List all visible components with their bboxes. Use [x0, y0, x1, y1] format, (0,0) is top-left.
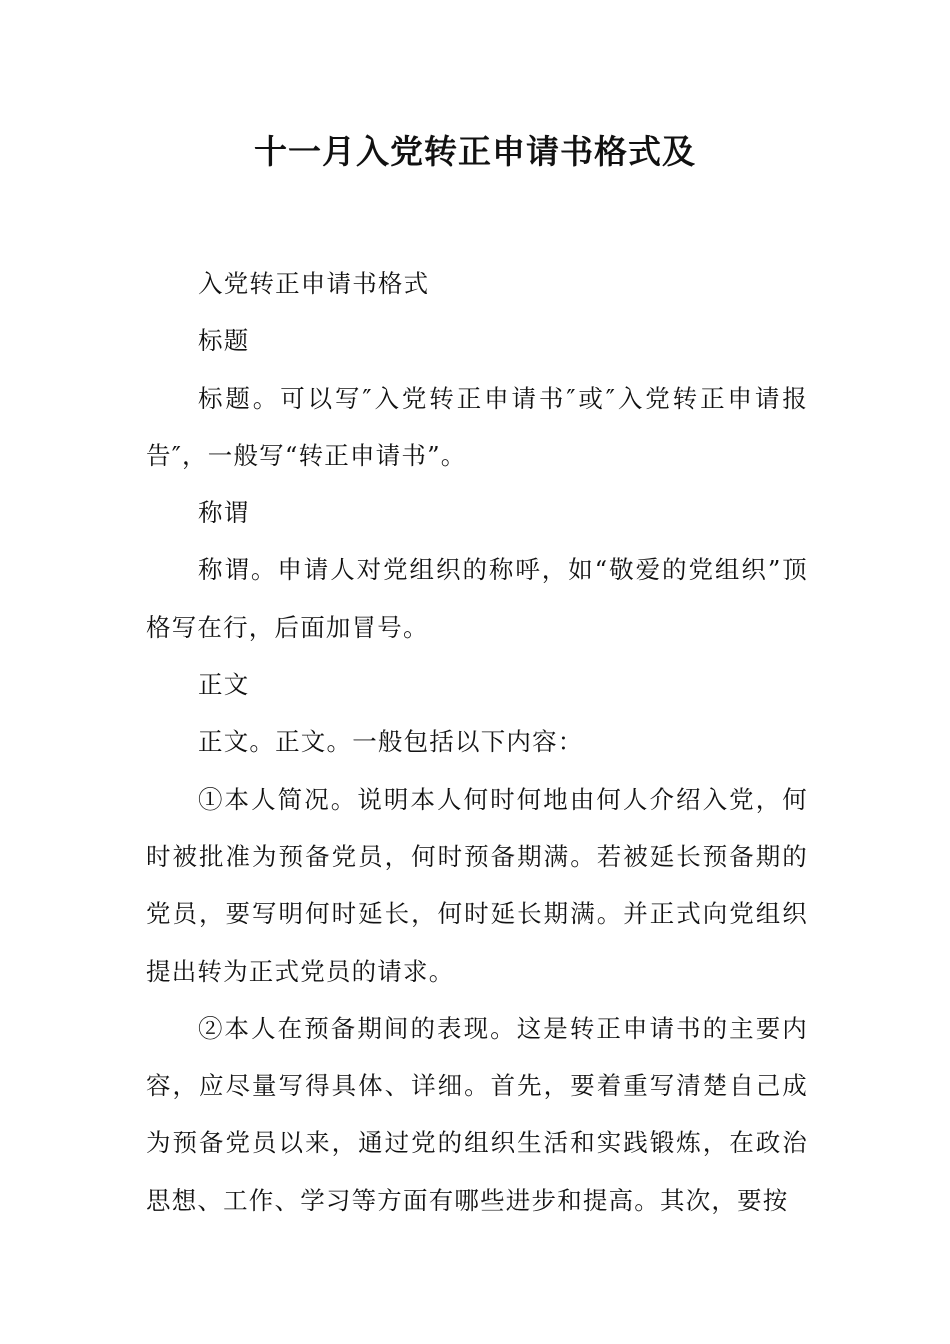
section-heading-format: 入党转正申请书格式	[198, 269, 430, 298]
section-heading-body: 正文	[198, 670, 250, 700]
document-title: 十一月入党转正申请书格式及	[254, 132, 696, 171]
section-heading-title: 标题	[198, 326, 250, 356]
paragraph-salutation-description: 称谓。申请人对党组织的称呼，如“敬爱的党组织”顶格写在行，后面加冒号。	[146, 555, 808, 642]
section-heading-salutation: 称谓	[198, 498, 250, 528]
document-body	[146, 255, 808, 1229]
paragraph-item-1: ①本人简况。说明本人何时何地由何人介绍入党，何时被批准为预备党员，何时预备期满。若被延长预备期的党员，要写明何时延长，何时延长期满。并正式向党组织提出转为正式党员的请求。	[146, 784, 808, 986]
paragraph-body-intro: 正文。正文。一般包括以下内容：	[198, 727, 584, 757]
paragraph-title-description: 标题。可以写″入党转正申请书″或″入党转正申请报告″，一般写“转正申请书”。	[146, 383, 808, 470]
paragraph-item-2: ②本人在预备期间的表现。这是转正申请书的主要内容，应尽量写得具体、详细。首先，要着重写清楚自己成为预备党员以来，通过党的组织生活和实践锻炼，在政治思想、工作、学习等方面有哪些进步和提高。其次，要按	[146, 1013, 808, 1215]
